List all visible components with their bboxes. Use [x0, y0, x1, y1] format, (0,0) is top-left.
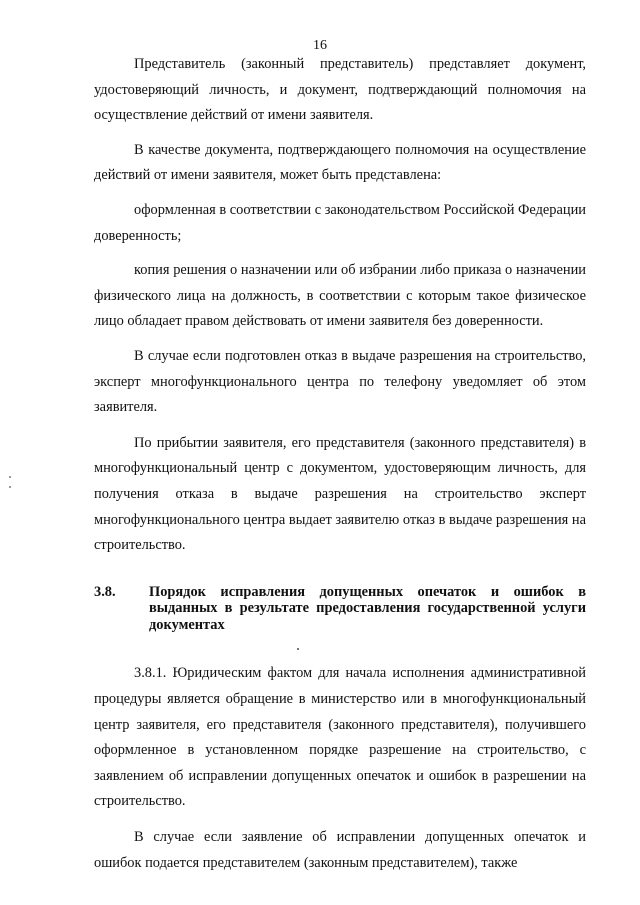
section-heading	[54, 584, 586, 634]
document-body	[94, 52, 586, 876]
paragraph: По прибытии заявителя, его представителя (законного представителя) в многофункциональный центр с документом, удостоверяющим личность, для получения отказа в выдаче разрешения на строительство эксперт многофункционального центра выдает заявителю отказ в выдаче разрешения на строительство.	[94, 434, 586, 554]
paragraph: В качестве документа, подтверждающего полномочия на осуществление действий от имени заявителя, может быть представлена:	[94, 141, 586, 184]
paragraph: оформленная в соответствии с законодательством Российской Федерации доверенность;	[94, 201, 586, 244]
page-number: 16	[313, 38, 327, 53]
paragraph: В случае если подготовлен отказ в выдаче разрешения на строительство, эксперт многофункционального центра по телефону уведомляет об этом заявителя.	[94, 347, 586, 416]
scan-mark	[9, 476, 11, 478]
section-number: 3.8.	[94, 583, 116, 600]
paragraph: копия решения о назначении или об избрании либо приказа о назначении физического лица на должность, в соответствии с которым такое физическое лицо обладает правом действовать от имени заявителя без доверенности.	[94, 262, 586, 330]
paragraph: В случае если заявление об исправлении допущенных опечаток и ошибок подается представителем (законным представителем), также	[94, 829, 586, 871]
section-title: Порядок исправления допущенных опечаток и ошибок в выданных в результате предоставления государственной услуги документах	[149, 583, 586, 633]
scan-mark	[9, 486, 11, 488]
paragraph: 3.8.1. Юридическим фактом для начала исполнения административной процедуры является обращение в министерство или в многофункциональный центр заявителя, его представителя (законного представителя), получившего оформленное в установленном порядке разрешение на строительство, с заявлением об исправлении допущенных опечаток и ошибок в разрешении на строительство.	[94, 665, 586, 810]
paragraph: Представитель (законный представитель) представляет документ, удостоверяющий личность, и документ, подтверждающий полномочия на осуществление действий от имени заявителя.	[94, 56, 586, 124]
